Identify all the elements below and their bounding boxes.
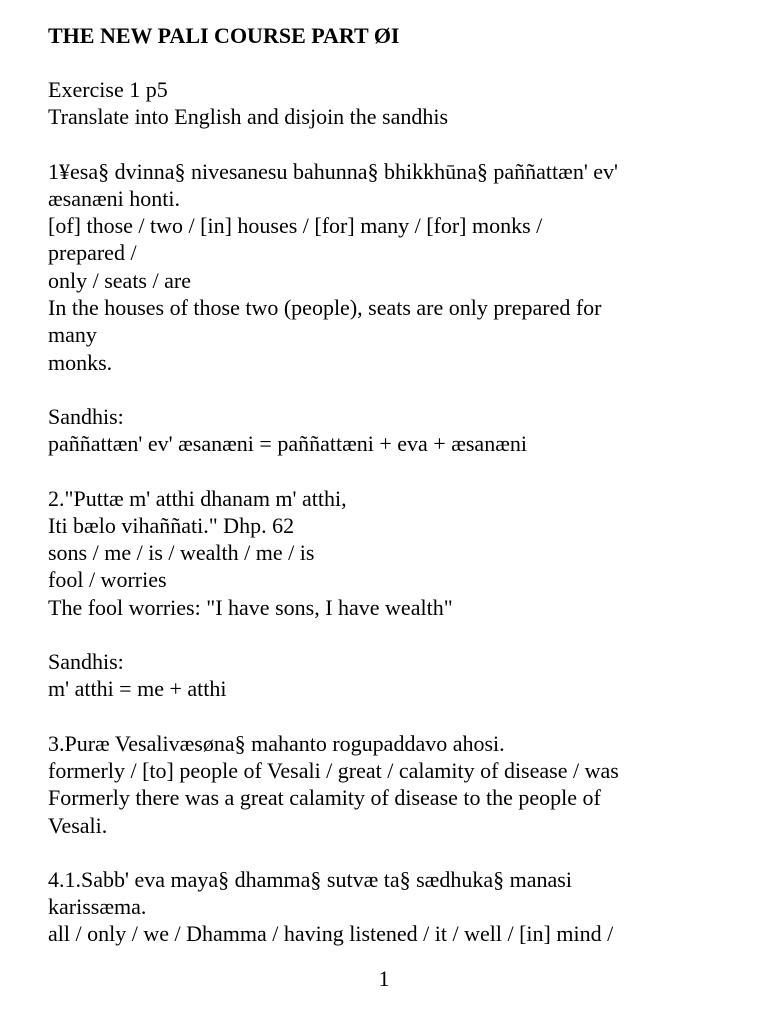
exercise-heading [48,76,738,131]
translation-line: many [48,322,97,348]
sandhis-label: Sandhis: [48,403,124,429]
document-page [48,22,738,975]
sandhis-block-1 [48,403,738,458]
pali-line: 1¥esa§ dvinna§ nivesanesu bahunna§ bhikkhūna§ paññattæn' ev' [48,158,619,184]
translation-line: In the houses of those two (people), seats are only prepared for [48,295,602,321]
translation-line: monks. [48,349,113,375]
gloss-line: only / seats / are [48,267,191,293]
gloss-line: prepared / [48,240,137,266]
document-title: THE NEW PALI COURSE PART ØI [48,23,400,48]
exercise-item-3 [48,730,738,839]
gloss-line: sons / me / is / wealth / me / is [48,540,315,566]
pali-line: 2."Puttæ m' atthi dhanam m' atthi, [48,485,347,511]
pali-line: æsanæni honti. [48,185,181,211]
sandhis-block-2 [48,648,738,703]
exercise-item-2 [48,485,738,621]
sandhis-label: Sandhis: [48,649,124,675]
page-number: 1 [378,966,390,991]
exercise-item-1 [48,158,738,376]
pali-line: 4.1.Sabb' eva maya§ dhamma§ sutvæ ta§ sædhuka§ manasi [48,866,572,892]
text-line: Translate into English and disjoin the sandhis [48,104,449,130]
translation-line: Formerly there was a great calamity of disease to the people of [48,785,601,811]
translation-line: The fool worries: "I have sons, I have wealth" [48,594,453,620]
translation-line: Vesali. [48,812,108,838]
sandhis-line: m' atthi = me + atthi [48,676,227,702]
gloss-line: formerly / [to] people of Vesali / great / calamity of disease / was [48,757,619,783]
pali-line: karissæma. [48,894,147,920]
gloss-line: [of] those / two / [in] houses / [for] many / [for] monks / [48,213,543,239]
pali-line: Iti bælo vihaññati." Dhp. 62 [48,512,295,538]
gloss-line: all / only / we / Dhamma / having listened / it / well / [in] mind / [48,921,614,947]
exercise-item-4-1 [48,866,738,948]
gloss-line: fool / worries [48,567,167,593]
sandhis-line: paññattæn' ev' æsanæni = paññattæni + eva + æsanæni [48,431,527,457]
text-line: Exercise 1 p5 [48,77,168,102]
pali-line: 3.Puræ Vesalivæsøna§ mahanto rogupaddavo ahosi. [48,730,505,756]
